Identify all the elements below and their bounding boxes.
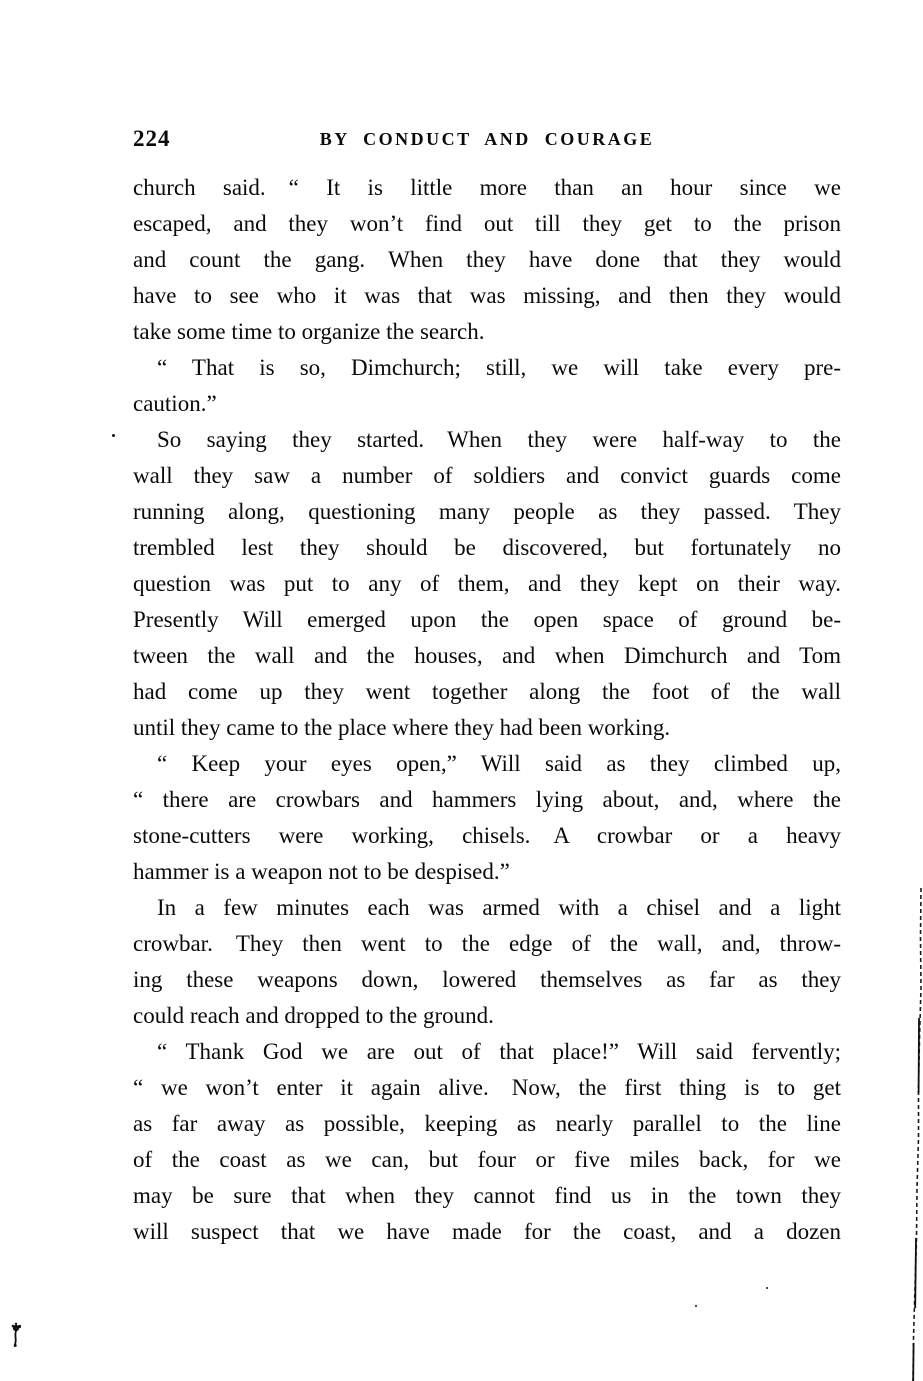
text-line: tween the wall and the houses, and when Dimchurch and Tom xyxy=(133,643,841,668)
text-line: “ there are crowbars and hammers lying about, and, where the xyxy=(133,787,841,812)
text-line: as far away as possible, keeping as nearly parallel to the line xyxy=(133,1111,841,1136)
text-line: will suspect that we have made for the coast, and a dozen xyxy=(133,1219,841,1244)
scan-speck xyxy=(112,434,115,437)
text-line: church said. “ It is little more than an hour since we xyxy=(133,175,841,200)
running-head xyxy=(133,126,841,152)
text-line: stone-cutters were working, chisels. A crowbar or a heavy xyxy=(133,823,841,848)
text-line: may be sure that when they cannot find us in the town they xyxy=(133,1183,841,1208)
text-line: hammer is a weapon not to be despised.” xyxy=(133,859,510,884)
paragraph xyxy=(133,422,841,746)
text-line: Presently Will emerged upon the open space of ground be- xyxy=(133,607,841,632)
text-line: caution.” xyxy=(133,391,217,416)
text-line: take some time to organize the search. xyxy=(133,319,485,344)
text-line: had come up they went together along the foot of the wall xyxy=(133,679,841,704)
paragraph xyxy=(133,350,841,422)
text-line: running along, questioning many people as they passed. They xyxy=(133,499,841,524)
text-line: could reach and dropped to the ground. xyxy=(133,1003,494,1028)
text-line: have to see who it was that was missing, and then they would xyxy=(133,283,841,308)
paragraph xyxy=(133,170,841,350)
running-title: BY CONDUCT AND COURAGE xyxy=(319,129,655,149)
ink-mark-artifact xyxy=(8,1322,32,1354)
scan-speck xyxy=(766,1287,768,1289)
paragraph xyxy=(133,1034,841,1250)
text-line: of the coast as we can, but four or five miles back, for we xyxy=(133,1147,841,1172)
scan-speck xyxy=(695,1305,697,1307)
text-line: “ Thank God we are out of that place!” Will said fervently; xyxy=(157,1039,841,1064)
paragraph xyxy=(133,890,841,1034)
page-edge-scan-artifact xyxy=(905,888,923,1381)
text-line: escaped, and they won’t find out till they get to the prison xyxy=(133,211,841,236)
text-line: until they came to the place where they had been working. xyxy=(133,715,671,740)
text-line: crowbar. They then went to the edge of the wall, and, throw- xyxy=(133,931,841,956)
text-line: and count the gang. When they have done that they would xyxy=(133,247,841,272)
text-line: ing these weapons down, lowered themselves as far as they xyxy=(133,967,841,992)
text-line: trembled lest they should be discovered, but fortunately no xyxy=(133,535,841,560)
text-line: wall they saw a number of soldiers and convict guards come xyxy=(133,463,841,488)
paragraph xyxy=(133,746,841,890)
text-line: So saying they started. When they were half-way to the xyxy=(157,427,841,452)
page-number: 224 xyxy=(133,126,171,151)
page-text xyxy=(133,170,841,1250)
text-line: “ Keep your eyes open,” Will said as they climbed up, xyxy=(157,751,841,776)
text-line: “ we won’t enter it again alive. Now, the first thing is to get xyxy=(133,1075,841,1100)
text-line: “ That is so, Dimchurch; still, we will take every pre- xyxy=(157,355,841,380)
text-line: question was put to any of them, and they kept on their way. xyxy=(133,571,841,596)
text-line: In a few minutes each was armed with a chisel and a light xyxy=(157,895,841,920)
